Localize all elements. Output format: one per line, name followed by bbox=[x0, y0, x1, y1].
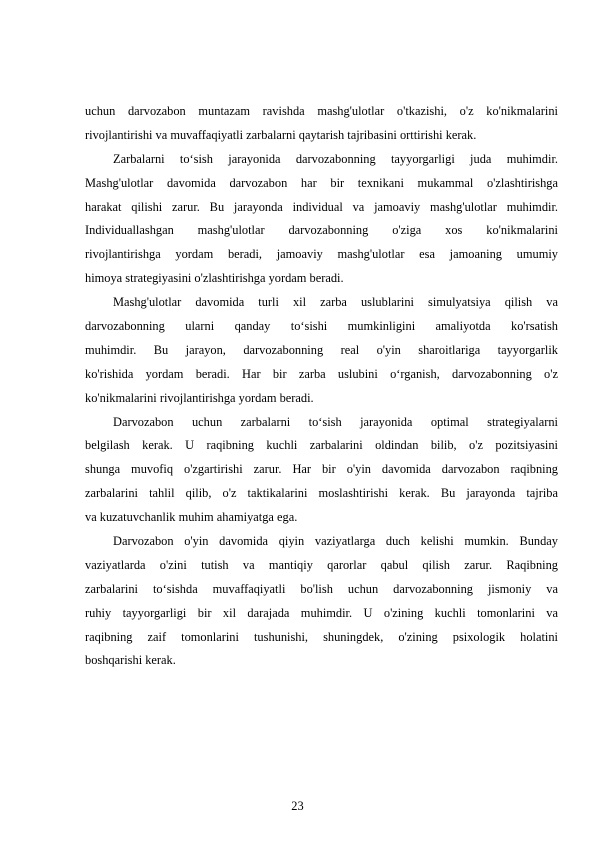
text-line: uchun darvozabon muntazam ravishda mashg'ulotlar o'tkazishi, o'z ko'nikmalarini bbox=[85, 104, 558, 118]
text-line: shunga muvofiq o'zgartirishi zarur. Har bir o'yin davomida darvozabon raqibning bbox=[85, 462, 558, 477]
text-line: Mashg'ulotlar davomida turli xil zarba uslublarini simulyatsiya qilish va bbox=[113, 295, 558, 310]
text-line: himoya strategiyasini o'zlashtirishga yordam beradi. bbox=[85, 271, 344, 286]
paragraph bbox=[85, 411, 558, 530]
text-line: raqibning zaif tomonlarini tushunishi, shuningdek, o'zining psixologik holatini bbox=[85, 629, 558, 644]
text-line: Darvozabon o'yin davomida qiyin vaziyatlarga duch kelishi mumkin. Bunday bbox=[113, 534, 558, 549]
text-line: Zarbalarni to‘sish jarayonida darvozabonning tayyorgarligi juda muhimdir. bbox=[113, 151, 558, 166]
text-line: boshqarishi kerak. bbox=[85, 653, 176, 668]
text-line: muhimdir. Bu jarayon, darvozabonning real o'yin sharoitlariga tayyorgarlik bbox=[85, 342, 558, 357]
document-body bbox=[85, 100, 558, 673]
paragraph bbox=[85, 148, 558, 291]
text-line: zarbalarini to‘sishda muvaffaqiyatli bo'lish uchun darvozabonning jismoniy va bbox=[85, 581, 558, 596]
text-line: vaziyatlarda o'zini tutish va mantiqiy qarorlar qabul qilish zarur. Raqibning bbox=[85, 557, 558, 572]
paragraph bbox=[85, 291, 558, 410]
text-line: rivojlantirishi va muvaffaqiyatli zarbalarni qaytarish tajribasini orttirishi kerak. bbox=[85, 127, 477, 142]
text-line: harakat qilishi zarur. Bu jarayonda individual va jamoaviy mashg'ulotlar muhimdir. bbox=[85, 199, 558, 214]
text-line: Mashg'ulotlar davomida darvozabon har bir texnikani mukammal o'zlashtirishga bbox=[85, 175, 558, 190]
paragraph bbox=[85, 530, 558, 673]
text-line: darvozabonning ularni qanday to‘sishi mumkinligini amaliyotda ko'rsatish bbox=[85, 319, 558, 334]
text-line: va kuzatuvchanlik muhim ahamiyatga ega. bbox=[85, 510, 298, 525]
text-line: ko'rishida yordam beradi. Har bir zarba uslubini o‘rganish, darvozabonning o'z bbox=[85, 366, 558, 381]
text-line: zarbalarini tahlil qilib, o'z taktikalarini moslashtirishi kerak. Bu jarayonda tajriba bbox=[85, 486, 558, 501]
page-number: 23 bbox=[291, 799, 304, 813]
text-line: belgilash kerak. U raqibning kuchli zarbalarini oldindan bilib, o'z pozitsiyasini bbox=[85, 438, 558, 453]
text-line: ruhiy tayyorgarligi bir xil darajada muhimdir. U o'zining kuchli tomonlarini va bbox=[85, 605, 558, 620]
text-line: rivojlantirishga yordam beradi, jamoaviy mashg'ulotlar esa jamoaning umumiy bbox=[85, 247, 558, 262]
text-line: ko'nikmalarini rivojlantirishga yordam beradi. bbox=[85, 390, 314, 405]
text-line: Darvozabon uchun zarbalarni to‘sish jarayonida optimal strategiyalarni bbox=[113, 414, 558, 429]
paragraph bbox=[85, 100, 558, 148]
text-line: Individuallashgan mashg'ulotlar darvozabonning o'ziga xos ko'nikmalarini bbox=[85, 223, 558, 238]
